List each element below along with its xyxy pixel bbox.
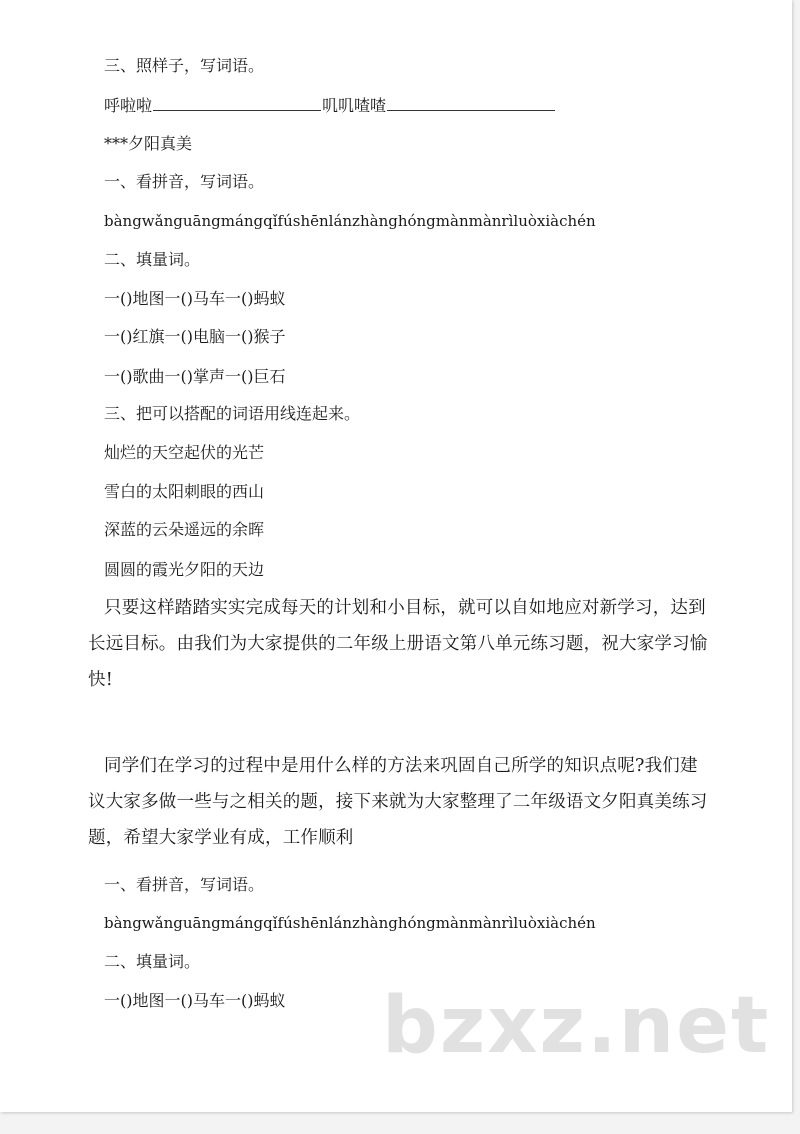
measure-word-row-1-repeat: 一()地图一()马车一()蚂蚁 xyxy=(104,991,286,1010)
question-1-title-repeat: 一、看拼音，写词语。 xyxy=(104,875,265,894)
closing-paragraph: 只要这样踏踏实实完成每天的计划和小目标，就可以自如地应对新学习，达到长远目标。由我们为大家提供的二年级上册语文第八单元练习题，祝大家学习愉快! xyxy=(88,598,708,690)
example-b: 叽叽喳喳 xyxy=(322,96,387,115)
watermark-text: bzxz.net xyxy=(382,981,771,1071)
lesson-title: ***夕阳真美 xyxy=(104,134,193,153)
match-row-2: 雪白的太阳刺眼的西山 xyxy=(104,482,265,501)
match-row-1: 灿烂的天空起伏的光芒 xyxy=(104,443,265,462)
question-1-title: 一、看拼音，写词语。 xyxy=(104,172,265,191)
pinyin-line-repeat: bàngwǎnguāngmángqǐfúshēnlánzhànghóngmànmànrìluòxiàchén xyxy=(104,914,596,932)
example-a: 呼啦啦 xyxy=(104,96,153,115)
question-2-title: 二、填量词。 xyxy=(104,250,201,269)
pinyin-line: bàngwǎnguāngmángqǐfúshēnlánzhànghóngmànmànrìluòxiàchén xyxy=(104,212,596,230)
answer-blank-b[interactable] xyxy=(387,96,555,111)
example-row xyxy=(104,96,556,116)
match-row-3: 深蓝的云朵遥远的余晖 xyxy=(104,520,265,539)
section-3-title: 三、照样子，写词语。 xyxy=(104,56,265,75)
measure-word-row-2: 一()红旗一()电脑一()猴子 xyxy=(104,327,286,346)
question-2-title-repeat: 二、填量词。 xyxy=(104,952,201,971)
question-3-title: 三、把可以搭配的词语用线连起来。 xyxy=(104,404,361,423)
measure-word-row-3: 一()歌曲一()掌声一()巨石 xyxy=(104,367,286,386)
intro-paragraph: 同学们在学习的过程中是用什么样的方法来巩固自己所学的知识点呢?我们建议大家多做一些与之相关的题，接下来就为大家整理了二年级语文夕阳真美练习题，希望大家学业有成，工作顺利 xyxy=(88,756,708,848)
measure-word-row-1: 一()地图一()马车一()蚂蚁 xyxy=(104,289,286,308)
match-row-4: 圆圆的霞光夕阳的天边 xyxy=(104,560,265,579)
answer-blank-a[interactable] xyxy=(153,96,321,111)
